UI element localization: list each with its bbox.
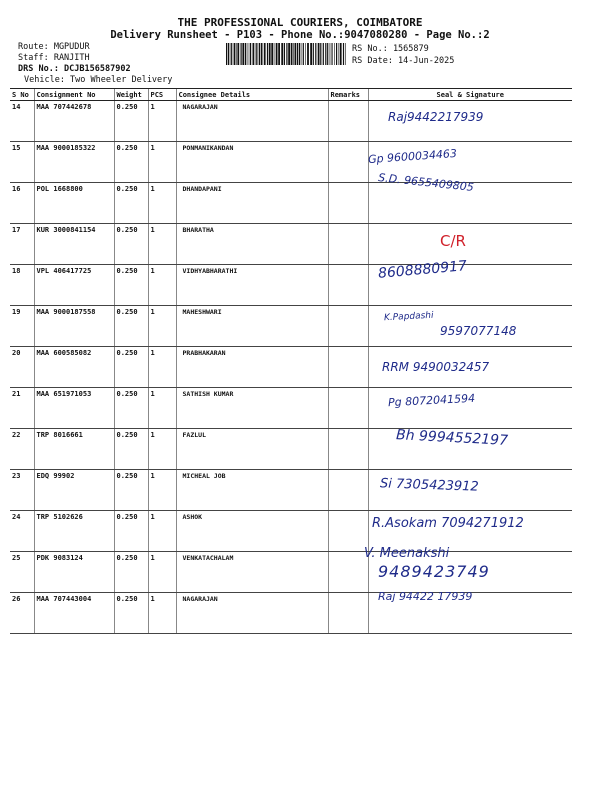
- cell-consignment: MAA 9000185322: [34, 142, 114, 183]
- cell-remarks: [328, 552, 368, 593]
- cell-pcs: 1: [148, 470, 176, 511]
- cell-consignee: NAGARAJAN: [176, 101, 328, 142]
- vehicle-label: Vehicle: Two Wheeler Delivery: [24, 75, 173, 85]
- cell-sno: 18: [10, 265, 34, 306]
- cell-pcs: 1: [148, 388, 176, 429]
- cell-consignment: POL 1668800: [34, 183, 114, 224]
- cell-pcs: 1: [148, 552, 176, 593]
- cell-consignment: MAA 707443004: [34, 593, 114, 634]
- cell-consignee: VENKATACHALAM: [176, 552, 328, 593]
- signature-row21: RRM 9490032457: [382, 360, 490, 374]
- cell-consignee: DHANDAPANI: [176, 183, 328, 224]
- cell-weight: 0.250: [114, 101, 148, 142]
- cell-remarks: [328, 347, 368, 388]
- cell-remarks: [328, 511, 368, 552]
- table-row: [10, 142, 572, 183]
- drs-number: DRS No.: DCJB156587902: [18, 64, 131, 74]
- cell-remarks: [328, 306, 368, 347]
- col-consignment: Consignment No: [34, 89, 114, 101]
- cell-pcs: 1: [148, 265, 176, 306]
- cell-weight: 0.250: [114, 593, 148, 634]
- runsheet-title: Delivery Runsheet - P103 - Phone No.:9047080280 - Page No.:2: [110, 29, 490, 41]
- cell-consignee: PONMANIKANDAN: [176, 142, 328, 183]
- cell-pcs: 1: [148, 347, 176, 388]
- cell-consignee: BHARATHA: [176, 224, 328, 265]
- signature-row26-name: V. Meenakshi: [364, 546, 450, 561]
- cell-remarks: [328, 224, 368, 265]
- cell-remarks: [328, 593, 368, 634]
- cell-consignment: MAA 9000187558: [34, 306, 114, 347]
- cell-weight: 0.250: [114, 470, 148, 511]
- col-pcs: PCS: [148, 89, 176, 101]
- cell-consignment: MAA 600585082: [34, 347, 114, 388]
- cell-sno: 16: [10, 183, 34, 224]
- cell-pcs: 1: [148, 183, 176, 224]
- table-row: [10, 224, 572, 265]
- cell-pcs: 1: [148, 101, 176, 142]
- cell-weight: 0.250: [114, 142, 148, 183]
- cell-pcs: 1: [148, 593, 176, 634]
- route-label: Route: MGPUDUR: [18, 42, 90, 52]
- signature-row18: 8608880917: [377, 258, 468, 282]
- cell-remarks: [328, 388, 368, 429]
- cell-weight: 0.250: [114, 265, 148, 306]
- col-signature: Seal & Signature: [368, 89, 572, 101]
- cell-consignee: MAHESHWARI: [176, 306, 328, 347]
- cell-sno: 26: [10, 593, 34, 634]
- cell-pcs: 1: [148, 511, 176, 552]
- signature-row16: S.D. 9655409805: [377, 171, 475, 194]
- cell-consignment: MAA 707442678: [34, 101, 114, 142]
- cell-remarks: [328, 183, 368, 224]
- cell-consignment: MAA 651971053: [34, 388, 114, 429]
- cell-weight: 0.250: [114, 429, 148, 470]
- cell-weight: 0.250: [114, 306, 148, 347]
- cell-weight: 0.250: [114, 183, 148, 224]
- rs-number: RS No.: 1565879: [352, 44, 429, 54]
- cell-remarks: [328, 265, 368, 306]
- col-consignee: Consignee Details: [176, 89, 328, 101]
- cell-pcs: 1: [148, 429, 176, 470]
- cell-sno: 24: [10, 511, 34, 552]
- cell-weight: 0.250: [114, 511, 148, 552]
- table-row: [10, 388, 572, 429]
- cell-pcs: 1: [148, 306, 176, 347]
- cell-signature: [368, 224, 572, 265]
- table-row: [10, 593, 572, 634]
- cell-weight: 0.250: [114, 224, 148, 265]
- cell-weight: 0.250: [114, 347, 148, 388]
- cell-sno: 23: [10, 470, 34, 511]
- table-row: [10, 470, 572, 511]
- cell-pcs: 1: [148, 142, 176, 183]
- signature-row19-phone: 9597077148: [440, 324, 517, 338]
- cell-consignment: PDK 9083124: [34, 552, 114, 593]
- table-header-row: [10, 89, 572, 101]
- cell-remarks: [328, 429, 368, 470]
- cell-sno: 15: [10, 142, 34, 183]
- cell-consignee: MICHEAL JOB: [176, 470, 328, 511]
- cell-consignment: EDQ 99902: [34, 470, 114, 511]
- cell-consignment: VPL 406417725: [34, 265, 114, 306]
- signature-row23: Bh 9994552197: [395, 427, 509, 449]
- table-row: [10, 101, 572, 142]
- cell-consignment: KUR 3000841154: [34, 224, 114, 265]
- barcode: [226, 43, 346, 65]
- cell-remarks: [328, 470, 368, 511]
- signature-row19-name: K.Papdashi: [383, 310, 434, 324]
- signature-row17: C/R: [440, 232, 466, 250]
- table-row: [10, 183, 572, 224]
- signature-row24: Si 7305423912: [379, 476, 479, 495]
- signature-row26-phone: 9489423749: [378, 562, 490, 581]
- cell-weight: 0.250: [114, 388, 148, 429]
- signature-row22: Pg 8072041594: [387, 391, 476, 410]
- cell-consignee: NAGARAJAN: [176, 593, 328, 634]
- cell-sno: 25: [10, 552, 34, 593]
- signature-row25: R.Asokam 7094271912: [372, 516, 524, 531]
- staff-label: Staff: RANJITH: [18, 53, 90, 63]
- cell-sno: 20: [10, 347, 34, 388]
- cell-sno: 14: [10, 101, 34, 142]
- rs-date: RS Date: 14-Jun-2025: [352, 56, 455, 66]
- cell-remarks: [328, 142, 368, 183]
- cell-remarks: [328, 101, 368, 142]
- signature-row14: Raj9442217939: [388, 110, 484, 124]
- cell-weight: 0.250: [114, 552, 148, 593]
- cell-sno: 19: [10, 306, 34, 347]
- cell-consignment: TRP 8016661: [34, 429, 114, 470]
- col-remarks: Remarks: [328, 89, 368, 101]
- cell-consignment: TRP 5102626: [34, 511, 114, 552]
- col-sno: S No: [10, 89, 34, 101]
- table-row: [10, 265, 572, 306]
- signature-row15: Gp 9600034463: [367, 146, 458, 167]
- cell-consignee: PRABHAKARAN: [176, 347, 328, 388]
- cell-consignee: FAZLUL: [176, 429, 328, 470]
- col-weight: Weight: [114, 89, 148, 101]
- cell-sno: 21: [10, 388, 34, 429]
- cell-consignee: VIDHYABHARATHI: [176, 265, 328, 306]
- company-title: THE PROFESSIONAL COURIERS, COIMBATORE: [177, 16, 423, 29]
- cell-pcs: 1: [148, 224, 176, 265]
- cell-consignee: SATHISH KUMAR: [176, 388, 328, 429]
- signature-row27: Raj 94422 17939: [378, 590, 473, 603]
- cell-sno: 22: [10, 429, 34, 470]
- cell-sno: 17: [10, 224, 34, 265]
- cell-consignee: ASHOK: [176, 511, 328, 552]
